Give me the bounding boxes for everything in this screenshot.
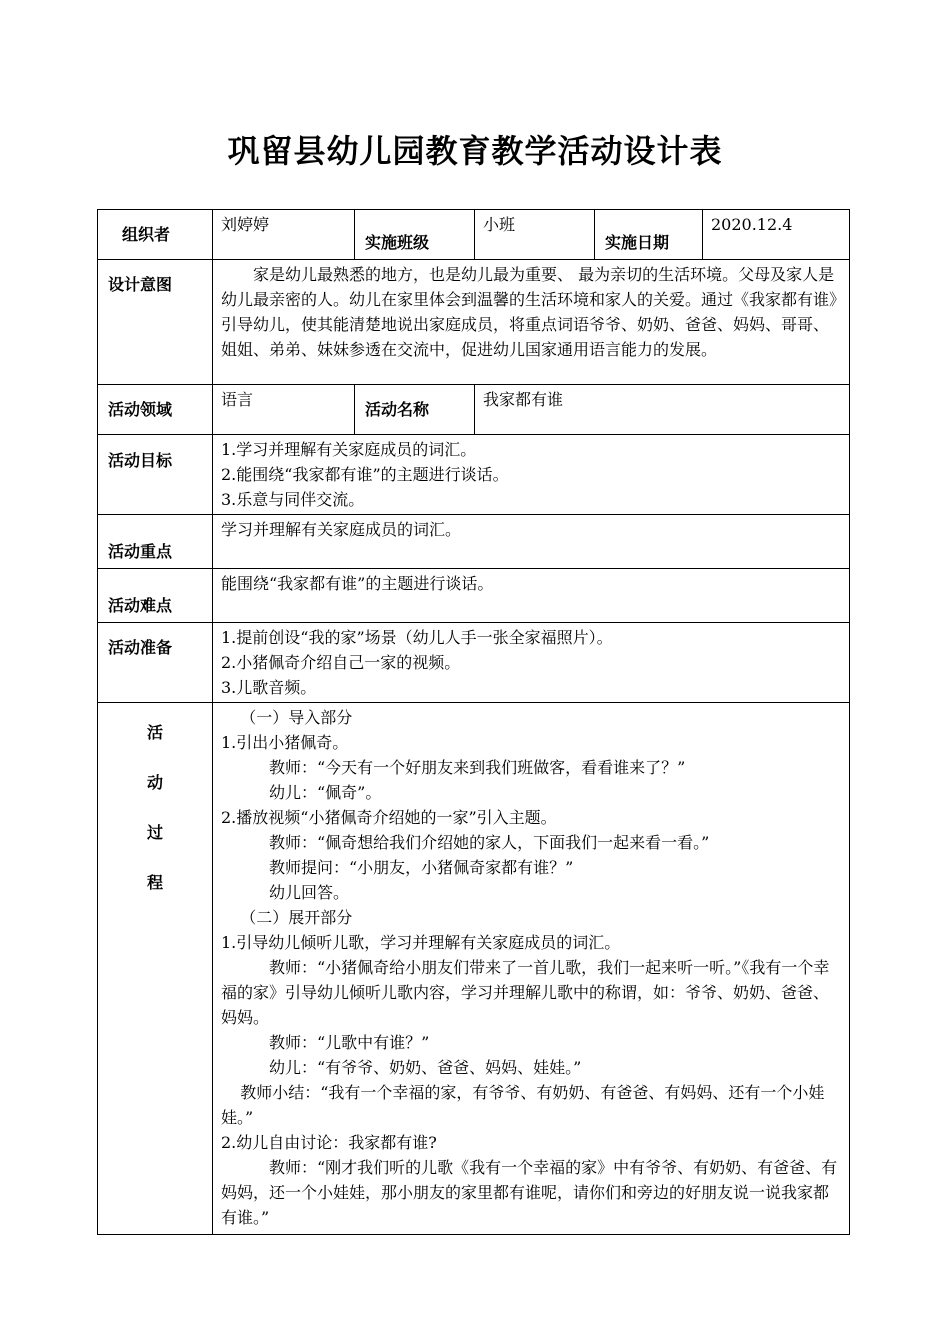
process-label-char: 过: [146, 823, 163, 842]
header-row: [98, 210, 850, 260]
difficulty-row: [98, 569, 850, 623]
goal-item: 3.乐意与同伴交流。: [221, 490, 365, 509]
activity-name-value: 我家都有谁: [475, 385, 850, 435]
process-dialogue: 幼儿回答。: [269, 883, 350, 902]
key-point-text: 学习并理解有关家庭成员的词汇。: [213, 515, 850, 569]
key-point-row: [98, 515, 850, 569]
process-label-char: 程: [146, 873, 163, 892]
process-dialogue: 教师：“小猪佩奇给小朋友们带来了一首儿歌，我们一起来听一听。”《我有一个幸福的家》引导幼儿倾听儿歌内容，学习并理解儿歌中的称谓，如：爷爷、奶奶、爸爸、妈妈。: [221, 958, 830, 1027]
process-dialogue: 教师：“刚才我们听的儿歌《我有一个幸福的家》中有爷爷、有奶奶、有爸爸、有妈妈，还一个小娃娃，那小朋友的家里都有谁呢，请你们和旁边的好朋友说一说我家都有谁。”: [221, 1158, 838, 1227]
process-step: 1.引出小猪佩奇。: [221, 733, 349, 752]
process-label-char: 活: [146, 723, 163, 742]
process-label: [98, 703, 213, 1235]
difficulty-label: 活动难点: [98, 569, 213, 623]
process-dialogue: 教师：“佩奇想给我们介绍她的家人，下面我们一起来看一看。”: [269, 833, 710, 852]
process-label-char: 动: [146, 773, 163, 792]
design-intent-label: 设计意图: [98, 260, 213, 385]
process-step: 2.幼儿自由讨论：我家都有谁?: [221, 1133, 437, 1152]
process-step: 1.引导幼儿倾听儿歌，学习并理解有关家庭成员的词汇。: [221, 933, 621, 952]
date-label: 实施日期: [595, 210, 703, 260]
class-label: 实施班级: [355, 210, 475, 260]
difficulty-text: 能围绕“我家都有谁”的主题进行谈话。: [213, 569, 850, 623]
date-value: 2020.12.4: [703, 210, 850, 260]
domain-row: [98, 385, 850, 435]
design-intent-text: 家是幼儿最熟悉的地方，也是幼儿最为重要、 最为亲切的生活环境。父母及家人是幼儿最亲密的人。幼儿在家里体会到温馨的生活环境和家人的关爱。通过《我家都有谁》引导幼儿，使其能清楚地说出家庭成员，将重点词语爷爷、奶奶、爸爸、妈妈、哥哥、姐姐、弟弟、妹妹参透在交流中，促进幼儿国家通用语言能力的发展。: [221, 265, 838, 359]
design-intent-row: [98, 260, 850, 385]
key-point-label: 活动重点: [98, 515, 213, 569]
activity-design-table: [97, 209, 850, 1235]
process-dialogue: 教师：“儿歌中有谁？”: [269, 1033, 430, 1052]
process-row: [98, 703, 850, 1235]
process-summary: 教师小结：“我有一个幸福的家，有爷爷、有奶奶、有爸爸、有妈妈、还有一个小娃娃。”: [221, 1083, 825, 1127]
preparation-item: 1.提前创设“我的家”场景（幼儿人手一张全家福照片）。: [221, 628, 613, 647]
organizer-value: 刘婷婷: [213, 210, 355, 260]
domain-label: 活动领域: [98, 385, 213, 435]
goals-row: [98, 435, 850, 515]
process-dialogue: 幼儿：“有爷爷、奶奶、爸爸、妈妈、娃娃。”: [269, 1058, 582, 1077]
goal-item: 1.学习并理解有关家庭成员的词汇。: [221, 440, 477, 459]
process-dialogue: 幼儿：“佩奇”。: [269, 783, 382, 802]
preparation-item: 3.儿歌音频。: [221, 678, 317, 697]
class-value: 小班: [475, 210, 595, 260]
preparation-item: 2.小猪佩奇介绍自己一家的视频。: [221, 653, 461, 672]
activity-name-label: 活动名称: [355, 385, 475, 435]
process-section-heading: （一）导入部分: [240, 708, 353, 727]
page-title: 巩留县幼儿园教育教学活动设计表: [227, 132, 723, 170]
process-step: 2.播放视频“小猪佩奇介绍她的一家”引入主题。: [221, 808, 557, 827]
organizer-label: 组织者: [98, 210, 213, 260]
process-dialogue: 教师提问：“小朋友，小猪佩奇家都有谁？”: [269, 858, 574, 877]
preparation-row: [98, 623, 850, 703]
goal-item: 2.能围绕“我家都有谁”的主题进行谈话。: [221, 465, 509, 484]
preparation-label: 活动准备: [98, 623, 213, 703]
process-dialogue: 教师：“今天有一个好朋友来到我们班做客，看看谁来了？”: [269, 758, 686, 777]
process-section-heading: （二）展开部分: [240, 908, 353, 927]
domain-value: 语言: [213, 385, 355, 435]
goals-label: 活动目标: [98, 435, 213, 515]
